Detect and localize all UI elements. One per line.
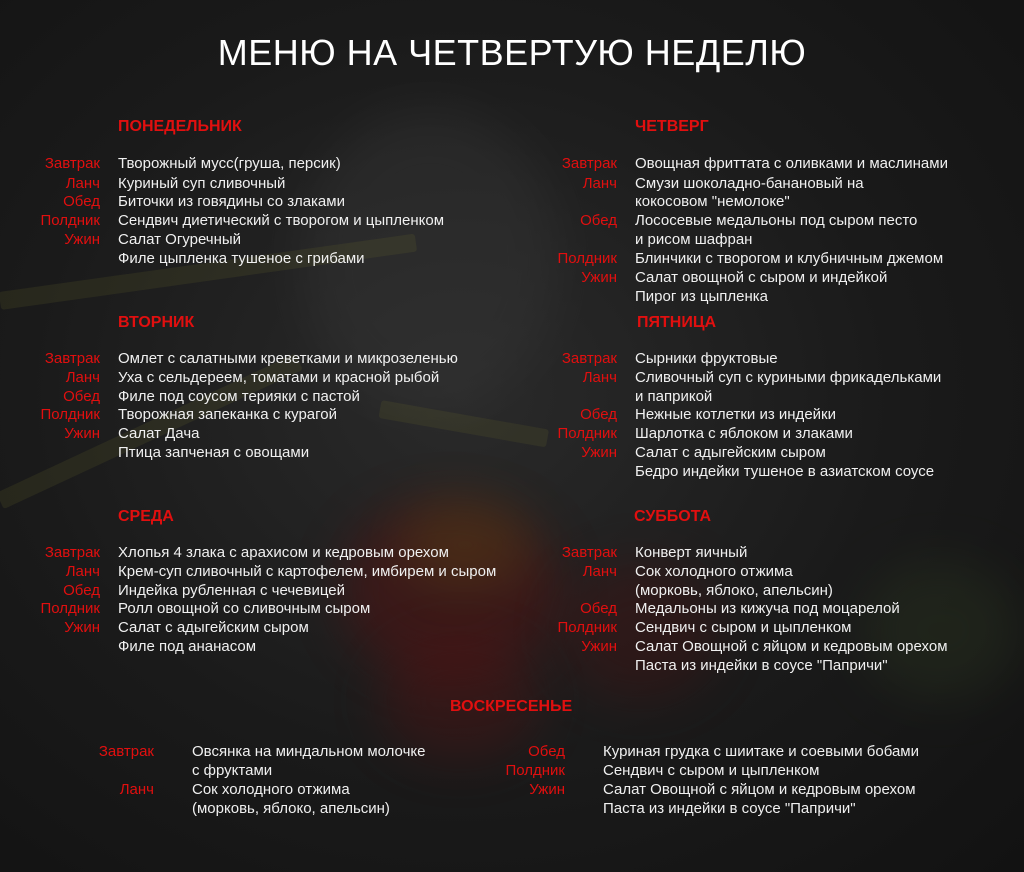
dish-name: Птица запченая с овощами — [118, 444, 310, 461]
dish-name: Паста из индейки в соусе "Папричи" — [635, 657, 888, 674]
dish-name: Биточки из говядины со злаками — [118, 193, 345, 210]
dish-name: Шарлотка с яблоком и злаками — [635, 425, 853, 442]
meal-label: Завтрак — [44, 155, 100, 172]
dish-name: Салат овощной с сыром и индейкой — [635, 269, 888, 286]
day-title: ПОНЕДЕЛЬНИК — [118, 118, 242, 135]
dish-name: и рисом шафран — [635, 231, 753, 248]
dish-name: Творожная запеканка с курагой — [118, 406, 337, 423]
dish-name: Лососевые медальоны под сыром песто — [635, 212, 918, 229]
dish-name: Смузи шоколадно-банановый на — [635, 175, 864, 192]
meal-label: Ланч — [65, 563, 100, 580]
dish-name: Бедро индейки тушеное в азиатском соусе — [635, 463, 935, 480]
meal-label: Ланч — [65, 175, 100, 192]
dish-name: Медальоны из кижуча под моцарелой — [635, 600, 900, 617]
dish-name: Овсянка на миндальном молочке — [192, 743, 426, 760]
dish-name: Уха с сельдереем, томатами и красной рыбой — [118, 369, 440, 386]
dish-name: Салат Овощной с яйцом и кедровым орехом — [635, 638, 948, 655]
meal-label: Завтрак — [98, 743, 154, 760]
bg-tape — [378, 400, 549, 447]
meal-label: Ланч — [582, 563, 617, 580]
dish-name: Паста из индейки в соусе "Папричи" — [603, 800, 856, 817]
meal-label: Ланч — [65, 369, 100, 386]
bg-pepper-shape — [340, 500, 560, 680]
dish-name: Сендвич с сыром и цыпленком — [603, 762, 820, 779]
dish-name: кокосовом "немолоке" — [635, 193, 790, 210]
meal-label: Ланч — [119, 781, 154, 798]
day-title: ЧЕТВЕРГ — [635, 118, 709, 135]
dish-name: Творожный мусс(груша, персик) — [118, 155, 341, 172]
dish-name: Сендвич с сыром и цыпленком — [635, 619, 852, 636]
dish-name: Филе под соусом терияки с пастой — [118, 388, 360, 405]
dish-name: Салат Огуречный — [118, 231, 242, 248]
day-title: СУББОТА — [634, 508, 712, 525]
dish-name: Пирог из цыпленка — [635, 288, 769, 305]
day-title: ВОСКРЕСЕНЬЕ — [450, 698, 573, 715]
dish-name: с фруктами — [192, 762, 273, 779]
dish-name: (морковь, яблоко, апельсин) — [635, 582, 833, 599]
dish-name: Хлопья 4 злака с арахисом и кедровым орехом — [118, 544, 449, 561]
day-title: ВТОРНИК — [118, 314, 195, 331]
dish-name: Салат с адыгейским сыром — [118, 619, 309, 636]
dish-name: Салат Дача — [118, 425, 200, 442]
meal-label: Обед — [580, 406, 617, 423]
meal-label: Ужин — [581, 269, 617, 286]
dish-name: Куриный суп сливочный — [118, 175, 286, 192]
meal-label: Ужин — [581, 444, 617, 461]
meal-label: Полдник — [557, 250, 617, 267]
dish-name: Индейка рубленная с чечевицей — [118, 582, 345, 599]
meal-label: Обед — [63, 193, 100, 210]
meal-label: Полдник — [557, 619, 617, 636]
meal-label: Полдник — [40, 212, 100, 229]
meal-label: Завтрак — [44, 350, 100, 367]
meal-label: Завтрак — [44, 544, 100, 561]
dish-name: Сок холодного отжима — [635, 563, 793, 580]
meal-label: Ланч — [582, 175, 617, 192]
meal-label: Ужин — [64, 231, 100, 248]
meal-label: Полдник — [40, 600, 100, 617]
dish-name: Нежные котлетки из индейки — [635, 406, 836, 423]
page-title: МЕНЮ НА ЧЕТВЕРТУЮ НЕДЕЛЮ — [217, 32, 807, 73]
meal-label: Полдник — [505, 762, 565, 779]
dish-name: Овощная фриттата с оливками и маслинами — [635, 155, 948, 172]
meal-label: Ланч — [582, 369, 617, 386]
meal-label: Ужин — [64, 425, 100, 442]
dish-name: Крем-суп сливочный с картофелем, имбирем и сыром — [118, 563, 497, 580]
meal-label: Обед — [528, 743, 565, 760]
meal-label: Обед — [63, 388, 100, 405]
dish-name: Сендвич диетический с творогом и цыпленком — [118, 212, 445, 229]
dish-name: Куриная грудка с шиитаке и соевыми бобами — [603, 743, 919, 760]
meal-label: Полдник — [40, 406, 100, 423]
dish-name: Конверт яичный — [635, 544, 748, 561]
dish-name: Сок холодного отжима — [192, 781, 350, 798]
dish-name: Филе под ананасом — [118, 638, 257, 655]
meal-label: Обед — [580, 600, 617, 617]
dish-name: Омлет с салатными креветками и микрозеленью — [118, 350, 458, 367]
dish-name: Салат Овощной с яйцом и кедровым орехом — [603, 781, 916, 798]
dish-name: Блинчики с творогом и клубничным джемом — [635, 250, 944, 267]
dish-name: Ролл овощной со сливочным сыром — [118, 600, 371, 617]
dish-name: (морковь, яблоко, апельсин) — [192, 800, 390, 817]
dish-name: Сырники фруктовые — [635, 350, 778, 367]
day-title: ПЯТНИЦА — [637, 314, 717, 331]
bg-shape — [860, 560, 1020, 700]
meal-label: Ужин — [529, 781, 565, 798]
meal-label: Завтрак — [561, 155, 617, 172]
meal-label: Обед — [580, 212, 617, 229]
dish-name: Филе цыпленка тушеное с грибами — [118, 250, 365, 267]
meal-label: Завтрак — [561, 544, 617, 561]
meal-label: Завтрак — [561, 350, 617, 367]
meal-label: Ужин — [581, 638, 617, 655]
dish-name: Салат с адыгейским сыром — [635, 444, 826, 461]
meal-label: Полдник — [557, 425, 617, 442]
dish-name: Сливочный суп с куриными фрикадельками — [635, 369, 942, 386]
dish-name: и паприкой — [635, 388, 713, 405]
meal-label: Обед — [63, 582, 100, 599]
day-title: СРЕДА — [118, 508, 174, 525]
meal-label: Ужин — [64, 619, 100, 636]
